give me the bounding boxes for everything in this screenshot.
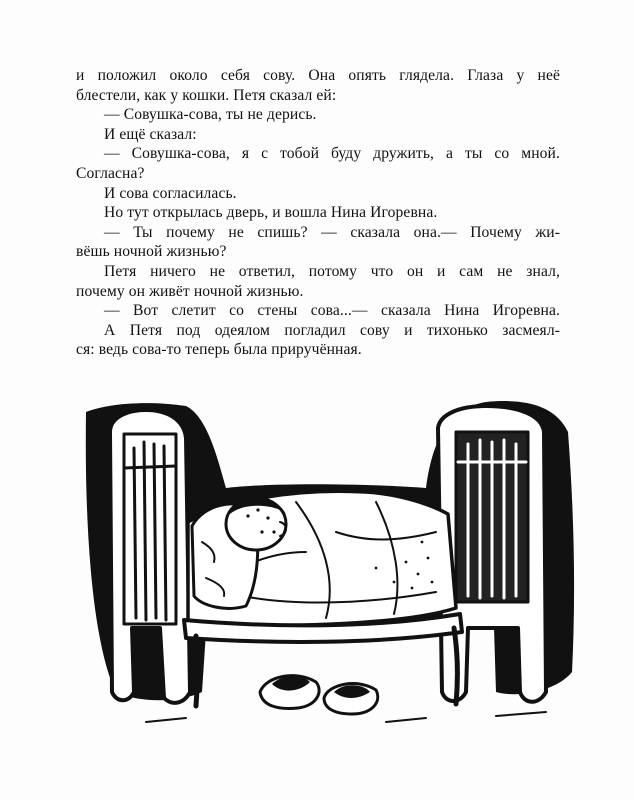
text-line-5: — Совушка-сова, я с тобой буду дружить, а ты со мной. — [104, 145, 560, 163]
text-line-13: — Вот слетит со стены сова...— сказала Нина Игоревна. — [104, 302, 560, 320]
text-line-9: — Ты почему не спишь? — сказала она.— Почему жи- — [104, 223, 560, 241]
text-line-1: и положил около себя сову. Она опять глядела. Глаза у неё — [76, 67, 560, 84]
ink-drawing — [86, 401, 574, 722]
text-line-3: — Совушка-сова, ты не дерись. — [104, 106, 317, 124]
text-line-11: Петя ничего не ответил, потому что он и сам не знал, — [104, 262, 560, 280]
text-line-8: Но тут открылась дверь, и вошла Нина Игоревна. — [104, 204, 438, 222]
text-line-6: Согласна? — [76, 164, 145, 182]
right-headboard-bars — [458, 440, 526, 598]
left-leg — [196, 636, 198, 706]
bed-illustration — [76, 392, 580, 738]
story-text — [76, 66, 560, 360]
text-line-2: блестели, как у кошки. Петя сказал ей: — [76, 86, 337, 104]
text-line-12: почему он живёт ночной жизнью. — [76, 282, 304, 300]
left-headboard-inner — [124, 434, 176, 624]
text-line-15: ся: ведь сова-то теперь была приручённая. — [76, 341, 362, 359]
text-line-7: И сова согласилась. — [104, 184, 237, 202]
text-line-14: А Петя под одеялом погладил сову и тихонько засмеял- — [104, 321, 560, 339]
text-line-4: И ещё сказал: — [104, 125, 197, 143]
text-line-10: вёшь ночной жизнью? — [76, 243, 227, 261]
